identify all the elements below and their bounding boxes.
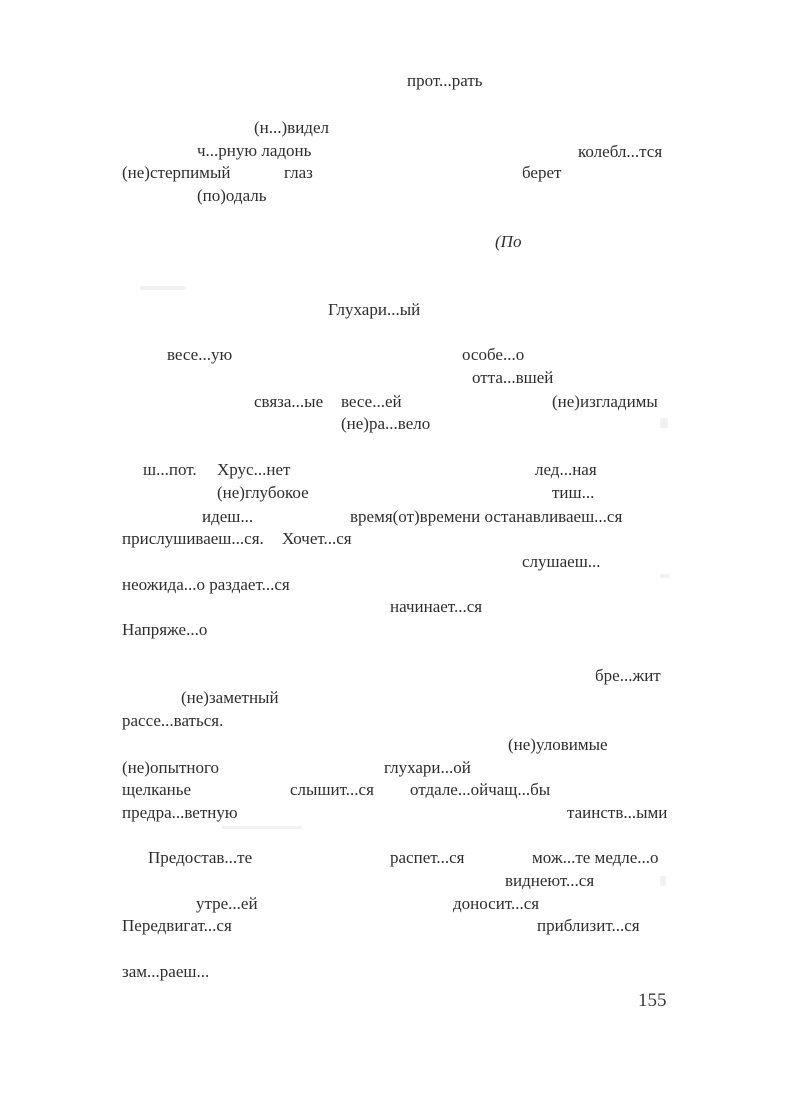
text-fragment: мож...те медле...о xyxy=(532,848,659,867)
text-fragment: предра...ветную xyxy=(122,803,238,822)
text-fragment: (н...)видел xyxy=(254,118,329,137)
text-fragment: доносит...ся xyxy=(453,894,540,913)
scan-smudge xyxy=(140,286,186,290)
text-fragment: бре...жит xyxy=(595,666,661,685)
text-fragment: Хочет...ся xyxy=(282,529,352,548)
text-fragment: особе...о xyxy=(462,345,525,364)
text-fragment: (не)опытного xyxy=(122,758,220,777)
text-fragment: приблизит...ся xyxy=(537,916,640,935)
text-fragment: ч...рную ладонь xyxy=(197,141,312,160)
text-fragment: (не)ра...вело xyxy=(341,414,431,433)
text-fragment: колебл...тся xyxy=(578,142,663,161)
text-fragment: таинств...ыми xyxy=(567,803,668,822)
text-fragment: (не)стерпимый xyxy=(122,163,231,182)
text-fragment: (не)глубокое xyxy=(217,483,309,502)
page-number: 155 xyxy=(638,990,667,1011)
text-fragment: рассе...ваться. xyxy=(122,711,224,730)
text-fragment: глухари...ой xyxy=(384,758,471,777)
text-fragment: весе...ую xyxy=(167,345,233,364)
text-fragment: прислушиваеш...ся. xyxy=(122,529,264,548)
text-fragment: глаз xyxy=(284,163,313,182)
text-fragment: связа...ые xyxy=(254,392,324,411)
text-fragment: ш...пот. xyxy=(143,460,197,479)
scan-smudge xyxy=(660,876,666,886)
text-fragment: Предостав...те xyxy=(148,848,253,867)
text-fragment: берет xyxy=(522,163,562,182)
text-fragment: отдале...ойчащ...бы xyxy=(410,780,551,799)
text-fragment: Передвигат...ся xyxy=(122,916,232,935)
text-fragment: (не)заметный xyxy=(181,688,279,707)
text-fragment: время(от)времени останавливаеш...ся xyxy=(350,507,623,526)
text-fragment: слушаеш... xyxy=(522,552,601,571)
text-fragment: распет...ся xyxy=(390,848,465,867)
text-fragment: утре...ей xyxy=(196,894,258,913)
text-fragment: идеш... xyxy=(202,507,254,526)
text-fragment: неожида...о раздает...ся xyxy=(122,575,290,594)
text-fragment: начинает...ся xyxy=(390,597,483,616)
text-fragment: лед...ная xyxy=(535,460,597,479)
scan-smudge xyxy=(660,574,670,578)
text-fragment: щелканье xyxy=(122,780,192,799)
text-fragment: Хрус...нет xyxy=(217,460,291,479)
text-fragment: (по)одаль xyxy=(197,186,267,205)
scan-smudge xyxy=(660,418,668,428)
text-fragment: зам...раеш... xyxy=(122,962,210,981)
text-fragment: виднеют...ся xyxy=(505,871,595,890)
text-fragment: (По xyxy=(495,232,522,251)
text-fragment: прот...рать xyxy=(407,71,483,90)
text-fragment: Глухари...ый xyxy=(328,300,421,319)
scan-smudge xyxy=(222,826,302,829)
text-fragment: слышит...ся xyxy=(290,780,374,799)
text-fragment: отта...вшей xyxy=(472,368,554,387)
text-fragment: весе...ей xyxy=(341,392,402,411)
text-fragment: (не)изгладимы xyxy=(552,392,658,411)
text-fragment: тиш... xyxy=(552,483,595,502)
text-fragment: Напряже...о xyxy=(122,620,208,639)
text-fragment: (не)уловимые xyxy=(508,735,608,754)
